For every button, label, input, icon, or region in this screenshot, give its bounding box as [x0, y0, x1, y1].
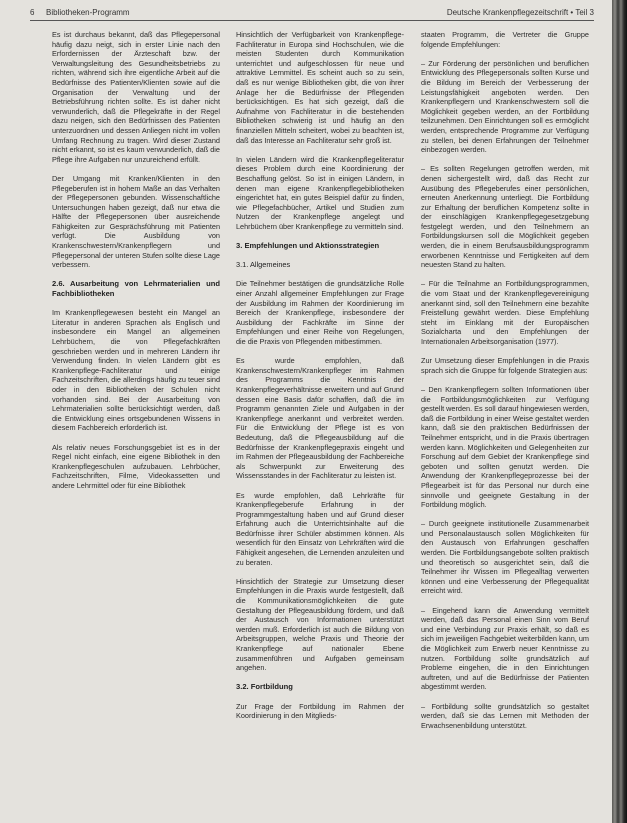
paragraph: Hinsichtlich der Verfügbarkeit von Krankenpflege-Fachliteratur in Europa sind Hochschulen, wie die meisten Studenten durch Kommunikation unterrichtet und aufgeschlossen für neue und attraktive Lernmittel. Es scheint auch so zu sein, daß es nur wenige Bibliotheken gibt, die von ihrer Anlage her die Bedürfnisse der Pflegenden berücksichtigen. Es hat sich gezeigt, daß die Aufnahme von Fachliteratur in die bestehenden Bibliotheken schwierig ist und häufig an den finanziellen Mitteln scheitert, wobei zu beachten ist, daß das Interesse an Fachliteratur sehr groß ist.	[236, 30, 404, 145]
paragraph: – Durch geeignete institutionelle Zusammenarbeit und Personalaustausch sollen Möglichkeiten für den Austausch von Erfahrungen geschaffen werden. Die Fortbildungsangebote sollten praktisch und theoretisch so ausgerichtet sein, daß die Teilnehmer ihr Wissen im Pflegealltag verwerten können und eine Verbesserung der Pflegequalität erreicht wird.	[421, 519, 589, 596]
text-column-2	[236, 30, 404, 820]
paragraph: – Es sollten Regelungen getroffen werden, mit denen sichergestellt wird, daß das Recht zur Ausübung des Pflegeberufes einer persönlichen, erneuten Anerkennung unterliegt. Die Fortbildung zur Erhaltung der beruflichen Kompetenz sollte in der einschlägigen Krankenpflegegesetzgebung festgelegt werden, und den Teilnehmern an Fortbildungskursen soll die Möglichkeit gegeben werden, die in einem Berufsausbildungsprogramm erworbenen Kenntnisse und Fertigkeiten auf dem neuesten Stand zu halten.	[421, 164, 589, 270]
paragraph: Als relativ neues Forschungsgebiet ist es in der Regel nicht einfach, eine eigene Bibliothek in den Krankenpflegeschulen aufzubauen. Lehrbücher, Fachzeitschriften, Filme, Videokassetten und andere Lehrmittel oder für eine Bibliothek	[52, 442, 220, 490]
subsection-heading: 3.1. Allgemeines	[236, 260, 291, 270]
paragraph: – Fortbildung sollte grundsätzlich so gestaltet werden, daß sie das Lernen mit Methoden der Erwachsenenbildung unterstützt.	[421, 701, 589, 730]
section-heading: 3.2. Fortbildung	[236, 682, 293, 692]
paragraph: Zur Umsetzung dieser Empfehlungen in die Praxis sprach sich die Gruppe für folgende Strategien aus:	[421, 356, 589, 375]
paragraph: – Zur Förderung der persönlichen und beruflichen Entwicklung des Pflegepersonals sollten Kurse und die Bildung im Bereich der Verbesserung der Leistungsfähigkeit angeboten werden. Den Krankenpflegern und Krankenschwestern soll die Möglichkeit gegeben werden, an der Fortbildung teilzunehmen. Den Einrichtungen soll es ermöglicht werden, entsprechende Programme zur Verfügung zu stellen, bei denen Erfahrungen der Teilnehmer einbezogen werden.	[421, 58, 589, 155]
paragraph: Es ist durchaus bekannt, daß das Pflegepersonal häufig dazu neigt, sich in erster Linie nach den Erfordernissen der Ärzteschaft bzw. der Verwaltungsleitung des Gesundheitsbetriebs zu richten, während sich ihre eigentliche Arbeit auf die Bedürfnisse des Patienten/Klienten sowie auf die Organisation der Verwaltung und der Betriebsführung richten sollte. Es ist daher nicht verwunderlich, daß die Pflegekräfte in der Regel dazu neigen, sich den Bedürfnissen des Patienten unterzuordnen und dessen Anliegen nicht im vollen Umfang Rechnung zu tragen. Wird dieser Zustand nicht erkannt, so ist es kaum verwunderlich, daß die Pflege ihre Aufgaben nur unzureichend erfüllt.	[52, 30, 220, 164]
paragraph: – Den Krankenpflegern sollten Informationen über die Fortbildungsmöglichkeiten zur Verfügung gestellt werden. Es soll darauf hingewiesen werden, daß die Fortbildung in einer Weise gestaltet werden kann, daß sie den praktischen Bedürfnissen der Teilnehmer entspricht, und in die Praxis übertragen werden kann. Möglichkeiten und Gelegenheiten zur Forschung auf dem Gebiet der Krankenpflege sind geboten und sollten genutzt werden. Die Anwendung der Krankenpflegeprozesse bei der Pflegearbeit ist für das Personal nur durch eine sinnvolle und geeignete Gestaltung in der Fortbildung möglich.	[421, 384, 589, 510]
running-header	[30, 6, 594, 21]
paragraph: Hinsichtlich der Strategie zur Umsetzung dieser Empfehlungen in die Praxis wurde festgestellt, daß die Kommunikationsmöglichkeiten die gute Gestaltung der Pflegeausbildung fördern, und daß der Austausch von Informationen unterstützt werden muß. Erforderlich ist auch die Bildung von Arbeitsgruppen, welche Praxis und Theorie der Krankenpflege auf nationaler Ebene zusammenführen und Aufgaben gemeinsam angehen.	[236, 576, 404, 673]
paragraph: Der Umgang mit Kranken/Klienten in den Pflegeberufen ist in hohem Maße an das Verhalten der Pflegepersonen gebunden. Wissenschaftliche Untersuchungen haben gezeigt, daß nur etwa die Hälfte der Pflegepersonen über ausreichende Fähigkeiten zur Gesprächsführung mit Patienten verfügt. Die Ausbildung von Krankenschwestern/Krankenpflegern und Pflegepersonal der unteren Stufen sollte diese Lage verbessern.	[52, 173, 220, 270]
paragraph: Im Krankenpflegewesen besteht ein Mangel an Literatur in anderen Sprachen als Englisch und insbesondere ein Mangel an allgemeinen Lehrbüchern, die von Pflegefachkräften geschrieben werden und in mehreren Ländern ihr Verwendung finden. In vielen Ländern gibt es Krankenpflege-Fachliteratur und einige Fachzeitschriften, die allerdings häufig zu teuer sind oder in den Bibliotheken der Schulen nicht vorhanden sind. Bei der Ausarbeitung von Lehrmaterialien sollte berücksichtigt werden, daß die Entwicklung eines ortsgebundenen Wissens in diesem Fachbereich erforderlich ist.	[52, 308, 220, 433]
book-page-edge	[612, 0, 627, 823]
section-heading: 3. Empfehlungen und Aktionsstrategien	[236, 241, 380, 251]
header-right-title: Deutsche Krankenpflegezeitschrift • Teil 3	[446, 8, 594, 17]
text-column-3	[421, 30, 589, 820]
header-left-title: Bibliotheken-Programm	[46, 8, 130, 17]
text-column-1	[52, 30, 220, 820]
paragraph: – Eingehend kann die Anwendung vermittelt werden, daß das Personal einen Sinn vom Beruf und eine Verbindung zur Praxis erhält, so daß es sich im jeweiligen Fachgebiet weiterbilden kann, um die Möglichkeit zum Erwerb neuer Kenntnisse zu nutzen. Fortbildung sollte grundsätzlich auf Probleme eingehen, die in den Einrichtungen auftreten, und auf die Bedürfnisse der Patienten abgestimmt werden.	[421, 605, 589, 692]
page-number: 6	[30, 8, 35, 17]
paragraph: In vielen Ländern wird die Krankenpflegeliteratur dieses Problem durch eine Koordinierung der Beschaffung gelöst. So ist in einigen Ländern, in denen man eigene Krankenpflegebibliotheken eingerichtet hat, ein gutes Beispiel dafür zu finden, wie Pflegefachbücher, Artikel und Studien zum Nutzen der Krankenpflege angelegt und Lehrbüchern über Krankenpflege zu vermitteln sind.	[236, 154, 404, 231]
paragraph: Zur Frage der Fortbildung im Rahmen der Koordinierung in den Mitglieds-	[236, 701, 404, 721]
section-heading: 2.6. Ausarbeitung von Lehrmaterialien und Fachbibliotheken	[52, 279, 220, 299]
paragraph: staaten Programm, die Vertreter die Gruppe folgende Empfehlungen:	[421, 30, 589, 49]
paragraph: Es wurde empfohlen, daß Lehrkräfte für Krankenpflegeberufe Erfahrung in der Programmgestaltung haben und auf Grund dieser Erfahrung auch die Unterrichtsinhalte auf die Bedürfnisse ihrer Schüler abstimmen können. Als wesentlich für den Einsatz von Lehrkräften wird die Fähigkeit angesehen, die Lernenden anzuleiten und zu beraten.	[236, 490, 404, 567]
paragraph: – Für die Teilnahme an Fortbildungsprogrammen, die vom Staat und der Krankenpflegevereinigung anerkannt sind, soll den Teilnehmern eine bezahlte Freistellung gewährt werden. Diese Empfehlung steht im Einklang mit der Europäischen Sozialcharta und den Empfehlungen der Internationalen Arbeitsorganisation (1977).	[421, 279, 589, 346]
paragraph: Es wurde empfohlen, daß Krankenschwestern/Krankenpfleger im Rahmen des Programms die Kenntnis der Krankenpflegeverhältnisse erweitern und auf Grund dessen eine Basis dafür schaffen, daß die im Programm genannten Ziele und Aufgaben in der Krankenpflege anerkannt und verbreitet werden. Für die Entwicklung der Pflege ist es von Bedeutung, daß die Pflegeausbildung auf die Bedürfnisse der Krankenpflegepraxis eingeht und im Rahmen der Pflegeausbildung der Fachbereiche als Schwerpunkt zur Erweiterung des Wissensstandes in der Fachliteratur zu leisten ist.	[236, 356, 404, 481]
paragraph: Die Teilnehmer bestätigen die grundsätzliche Rolle einer Anzahl allgemeiner Empfehlungen zur Frage der Ausbildung im Rahmen der Koordinierung im Bereich der Krankenpflege, insbesondere der Ausbildung der Fachkräfte im Sinne der Empfehlungen und einer Reihe von Regelungen, die die Praxis von Pflegenden mitbestimmen.	[236, 279, 404, 346]
